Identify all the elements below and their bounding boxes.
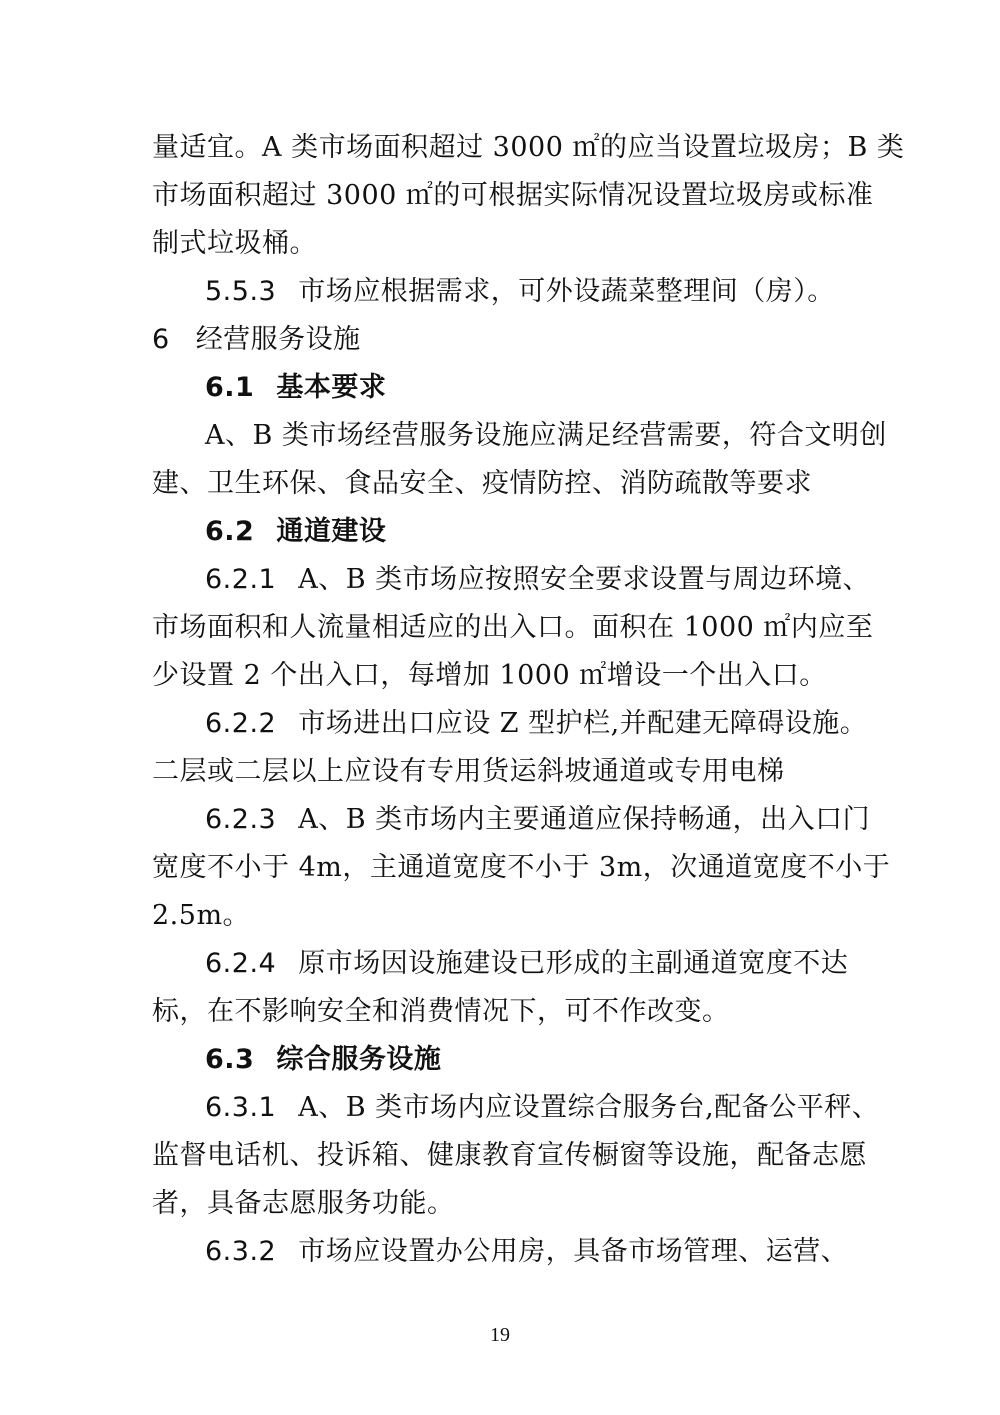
paragraph-line: 市场面积和人流量相适应的出入口。面积在 1000 ㎡内应至: [152, 612, 874, 643]
paragraph-line: 少设置 2 个出入口，每增加 1000 ㎡增设一个出入口。: [152, 660, 827, 691]
section-number: 6: [152, 324, 170, 355]
clause-number: 6.3.1: [205, 1092, 277, 1123]
clause-text: 市场应设置办公用房，具备市场管理、运营、: [298, 1236, 849, 1267]
section-title: 经营服务设施: [195, 324, 361, 355]
section-title: 基本要求: [276, 372, 387, 403]
clause-text: 市场应根据需求，可外设蔬菜整理间（房）。: [298, 276, 835, 307]
page-number: 19: [490, 1324, 510, 1346]
section-number: 6.1: [205, 372, 255, 403]
section-title: 通道建设: [276, 516, 387, 547]
clause-6-3-1: [205, 1090, 905, 1126]
section-heading-6-1: [205, 370, 905, 406]
clause-6-2-3: [205, 802, 905, 838]
clause-number: 5.5.3: [205, 276, 277, 307]
paragraph-line: 市场面积超过 3000 ㎡的可根据实际情况设置垃圾房或标准: [152, 180, 874, 211]
clause-text: 市场进出口应设 Z 型护栏,并配建无障碍设施。: [298, 708, 868, 739]
clause-number: 6.2.2: [205, 708, 277, 739]
clause-number: 6.2.4: [205, 948, 277, 979]
paragraph-line: 标，在不影响安全和消费情况下，可不作改变。: [152, 996, 730, 1027]
paragraph-line: 建、卫生环保、食品安全、疫情防控、消防疏散等要求: [152, 468, 812, 499]
section-heading-6-2: [205, 514, 905, 550]
paragraph-line: 宽度不小于 4m，主通道宽度不小于 3m，次通道宽度不小于: [152, 852, 891, 883]
section-heading-6: [152, 322, 852, 358]
clause-number: 6.2.3: [205, 804, 277, 835]
clause-5-5-3: [205, 274, 905, 310]
clause-text: A、B 类市场内主要通道应保持畅通，出入口门: [298, 804, 871, 835]
section-heading-6-3: [205, 1042, 905, 1078]
clause-6-2-2: [205, 706, 905, 742]
paragraph-line: A、B 类市场经营服务设施应满足经营需要，符合文明创: [205, 420, 887, 451]
section-number: 6.3: [205, 1044, 255, 1075]
paragraph-line: 2.5m。: [152, 900, 251, 931]
clause-number: 6.2.1: [205, 564, 277, 595]
paragraph-line: 量适宜。A 类市场面积超过 3000 ㎡的应当设置垃圾房；B 类: [152, 132, 905, 163]
clause-6-3-2: [205, 1234, 905, 1270]
clause-number: 6.3.2: [205, 1236, 277, 1267]
clause-text: A、B 类市场内应设置综合服务台,配备公平秤、: [298, 1092, 880, 1123]
section-number: 6.2: [205, 516, 255, 547]
paragraph-line: 者，具备志愿服务功能。: [152, 1188, 455, 1219]
section-title: 综合服务设施: [276, 1044, 442, 1075]
clause-text: 原市场因设施建设已形成的主副通道宽度不达: [298, 948, 849, 979]
clause-text: A、B 类市场应按照安全要求设置与周边环境、: [298, 564, 871, 595]
clause-6-2-1: [205, 562, 905, 598]
paragraph-line: 制式垃圾桶。: [152, 228, 317, 259]
paragraph-line: 监督电话机、投诉箱、健康教育宣传橱窗等设施，配备志愿: [152, 1140, 867, 1171]
paragraph-line: 二层或二层以上应设有专用货运斜坡通道或专用电梯: [152, 756, 785, 787]
clause-6-2-4: [205, 946, 905, 982]
